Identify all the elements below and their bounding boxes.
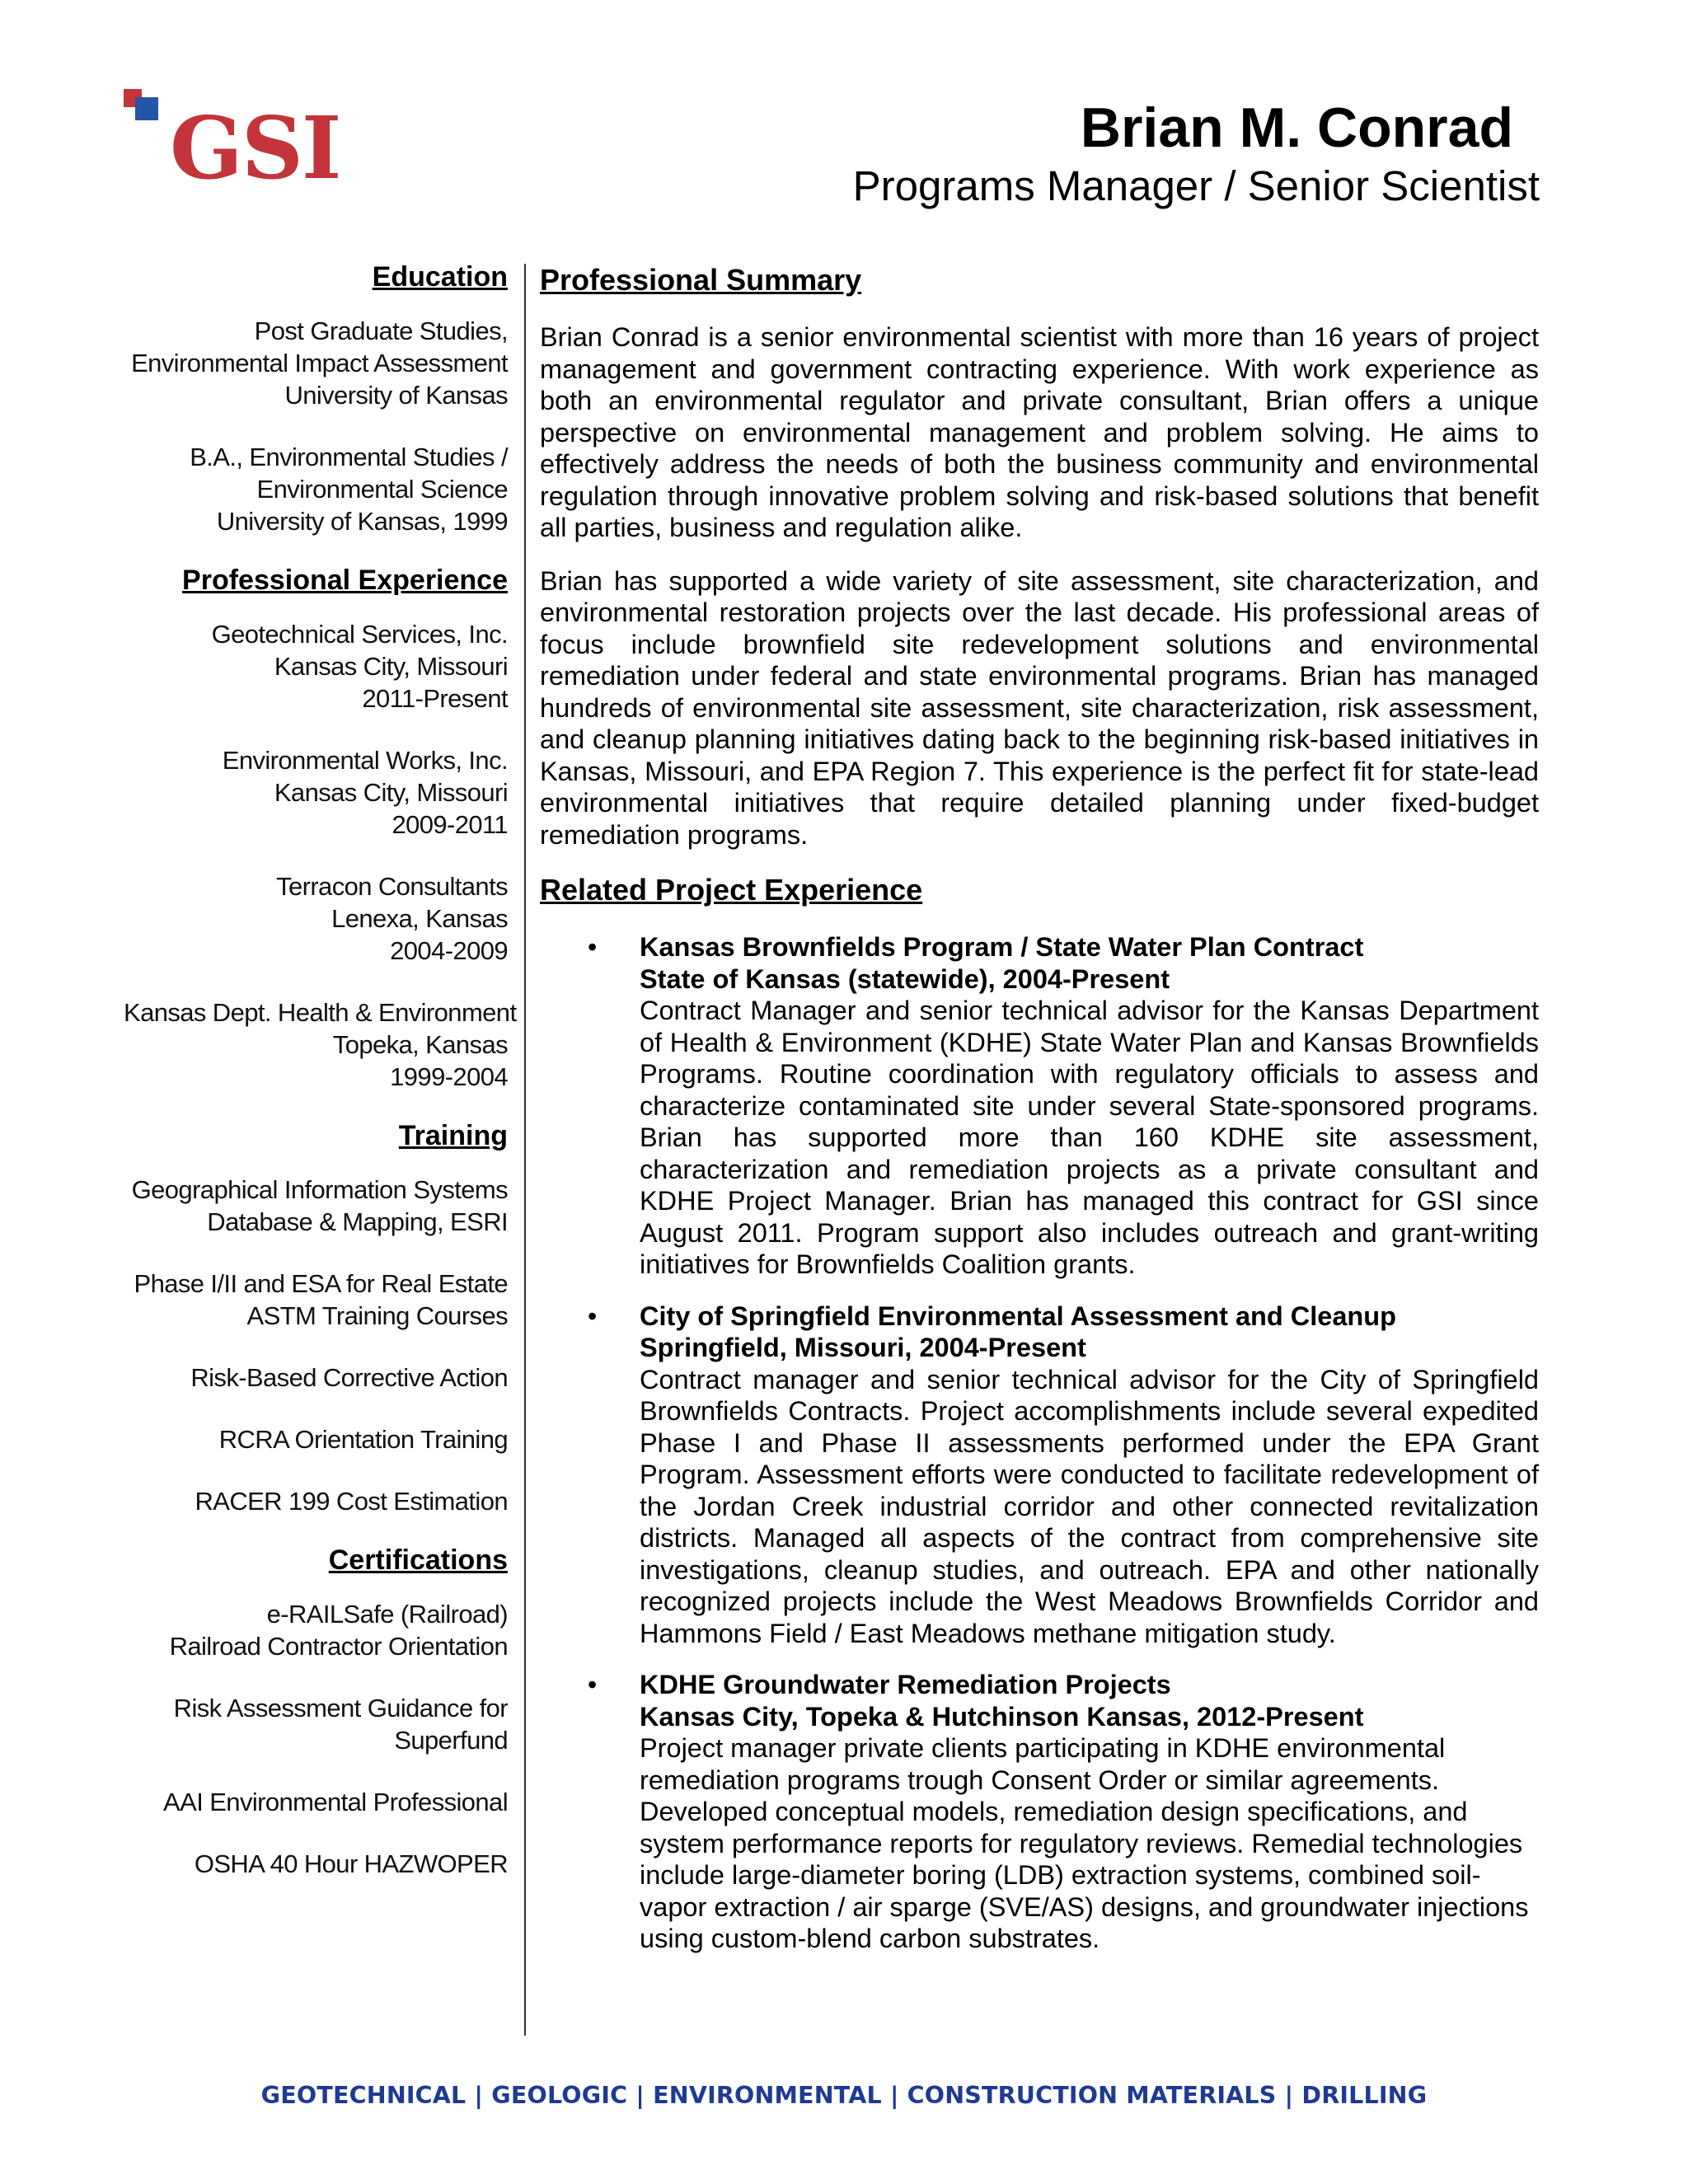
training-entry: Phase I/II and ESA for Real Estate ASTM Training Courses bbox=[134, 1269, 508, 1330]
project-name: City of Springfield Environmental Assessment and Cleanup bbox=[640, 1301, 1396, 1331]
summary-heading: Professional Summary bbox=[540, 263, 862, 297]
left-sidebar bbox=[124, 260, 517, 1910]
certification-entry: AAI Environmental Professional bbox=[163, 1788, 508, 1816]
project-item bbox=[540, 931, 1539, 1281]
project-description: Contract manager and senior technical advisor for the City of Springfield Brownfields Contracts. Project accomplishments include several expedited Phase I and Phase II assessments performed under the EPA Grant Program. Assessment efforts were conducted to facilitate redevelopment of the Jordan Creek industrial corridor and other connected revitalization districts. Managed all aspects of the contract from comprehensive site investigations, cleanup studies, and outreach. EPA and other nationally recognized projects include the West Meadows Brownfields Corridor and Hammons Field / East Meadows methane mitigation study. bbox=[640, 1364, 1539, 1648]
project-location: Kansas City, Topeka & Hutchinson Kansas, 2012-Present bbox=[640, 1701, 1364, 1732]
gsi-logo bbox=[124, 89, 340, 199]
education-heading: Education bbox=[372, 261, 508, 293]
project-description: Contract Manager and senior technical advisor for the Kansas Department of Health & Environment (KDHE) State Water Plan and Kansas Brownfields Programs. Routine coordination with regulatory officials to assess and characterize contaminated site under several State-sponsored programs. Brian has supported more than 160 KDHE site assessment, characterization and remediation projects as a private consultant and KDHE Project Manager. Brian has managed this contract for GSI since August 2011. Program support also includes outreach and grant-writing initiatives for Brownfields Coalition grants. bbox=[640, 996, 1539, 1279]
logo-blue-square bbox=[135, 97, 158, 120]
column-divider bbox=[524, 264, 526, 2036]
bullet-icon: • bbox=[588, 932, 598, 962]
bullet-icon: • bbox=[588, 1301, 598, 1331]
summary-paragraph: Brian Conrad is a senior environmental scientist with more than 16 years of project management and government contracting experience. With work experience as both an environmental regulator and private consultant, Brian offers a unique perspective on environmental management and problem solving. He aims to effectively address the needs of both the business community and environmental regulation through innovative problem solving and risk-based solutions that benefit all parties, business and regulation alike. bbox=[540, 322, 1539, 542]
certifications-heading: Certifications bbox=[328, 1544, 508, 1576]
project-location: Springfield, Missouri, 2004-Present bbox=[640, 1333, 1086, 1362]
project-location: State of Kansas (statewide), 2004-Present bbox=[640, 963, 1170, 994]
project-name: KDHE Groundwater Remediation Projects bbox=[640, 1670, 1171, 1699]
training-entry: Risk-Based Corrective Action bbox=[190, 1363, 508, 1392]
project-name: Kansas Brownfields Program / State Water Plan Contract bbox=[640, 932, 1364, 962]
person-name: Brian M. Conrad bbox=[1080, 96, 1513, 159]
job-title: Programs Manager / Senior Scientist bbox=[852, 162, 1540, 209]
certification-entry: Risk Assessment Guidance for Superfund bbox=[173, 1694, 508, 1755]
education-entry: Post Graduate Studies, Environmental Impact Assessment University of Kansas bbox=[131, 316, 508, 410]
logo-text: GSI bbox=[170, 97, 340, 199]
footer-services: GEOTECHNICAL | GEOLOGIC | ENVIRONMENTAL | CONSTRUCTION MATERIALS | DRILLING bbox=[260, 2082, 1428, 2109]
project-item bbox=[540, 1669, 1539, 1955]
training-entry: RCRA Orientation Training bbox=[218, 1425, 508, 1454]
summary-paragraph: Brian has supported a wide variety of site assessment, site characterization, and environmental restoration projects over the last decade. His professional areas of focus include brownfield site redevelopment solutions and environmental remediation under federal and state environmental programs. Brian has managed hundreds of environmental site assessment, site characterization, risk assessment, and cleanup planning initiatives dating back to the beginning risk-based initiatives in Kansas, Missouri, and EPA Region 7. This experience is the perfect fit for state-lead environmental initiatives that require detailed planning under fixed-budget remediation programs. bbox=[540, 565, 1539, 850]
experience-entry: Geotechnical Services, Inc. Kansas City, Missouri 2011-Present bbox=[211, 620, 508, 713]
project-item bbox=[540, 1301, 1539, 1650]
certification-entry: OSHA 40 Hour HAZWOPER bbox=[194, 1849, 508, 1878]
certification-entry: e-RAILSafe (Railroad) Railroad Contractor Orientation bbox=[169, 1600, 508, 1661]
experience-entry: Terracon Consultants Lenexa, Kansas 2004-2009 bbox=[276, 872, 508, 965]
projects-heading: Related Project Experience bbox=[540, 873, 923, 907]
project-list bbox=[540, 931, 1539, 1955]
training-entry: RACER 199 Cost Estimation bbox=[195, 1487, 508, 1516]
experience-entry: Kansas Dept. Health & Environment Topeka, Kansas 1999-2004 bbox=[124, 998, 517, 1091]
bullet-icon: • bbox=[588, 1670, 598, 1699]
experience-entry: Environmental Works, Inc. Kansas City, Missouri 2009-2011 bbox=[222, 746, 508, 839]
training-entry: Geographical Information Systems Database & Mapping, ESRI bbox=[131, 1175, 508, 1236]
main-content bbox=[540, 262, 1539, 1975]
experience-heading: Professional Experience bbox=[182, 565, 508, 596]
education-entry: B.A., Environmental Studies / Environmental Science University of Kansas, 1999 bbox=[190, 443, 508, 536]
training-heading: Training bbox=[398, 1120, 508, 1151]
project-description: Project manager private clients participating in KDHE environmental remediation programs trough Consent Order or similar agreements. Developed conceptual models, remediation design specifications, and system performance reports for regulatory reviews. Remedial technologies include large-diameter boring (LDB) extraction systems, combined soil-vapor extraction / air sparge (SVE/AS) designs, and groundwater injections using custom-blend carbon substrates. bbox=[640, 1733, 1529, 1953]
